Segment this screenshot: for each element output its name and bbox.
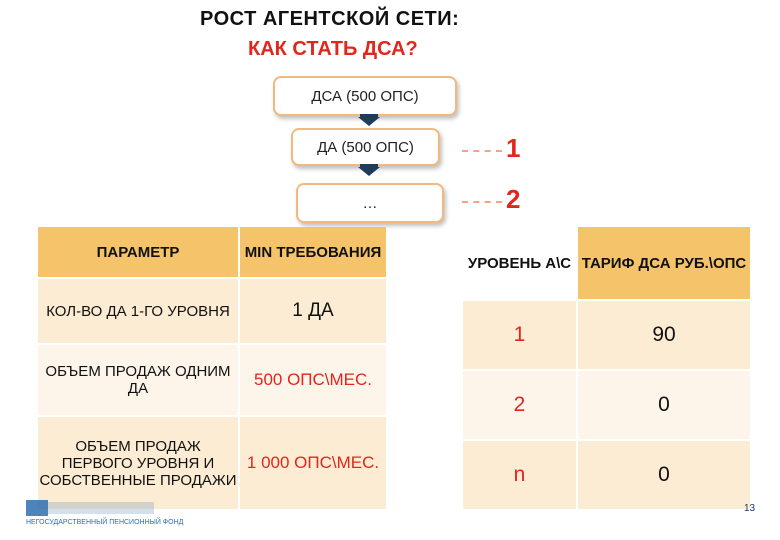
page-number: 13 [744, 503, 756, 514]
table-row [463, 441, 750, 509]
level-1-dash [462, 150, 502, 152]
table-cell: 2 [463, 371, 576, 439]
dsa-box-label: ДСА (500 ОПС) [311, 87, 419, 105]
table-cell: 1 [463, 301, 576, 369]
table-row [38, 279, 386, 343]
ellipsis-box [296, 183, 444, 223]
table-row [463, 371, 750, 439]
logo-icon [26, 498, 156, 518]
table-header-row [38, 227, 386, 277]
page-subtitle: КАК СТАТЬ ДСА? [248, 38, 418, 60]
table-header: ПАРАМЕТР [38, 227, 238, 277]
table-row [463, 301, 750, 369]
level-2-label: 2 [506, 184, 521, 214]
table-cell: 90 [576, 301, 750, 369]
dsa-box [273, 76, 457, 116]
tariff-table [463, 225, 750, 511]
page-title: РОСТ АГЕНТСКОЙ СЕТИ: [200, 8, 460, 30]
table-cell: 1 000 ОПС\МЕС. [238, 417, 386, 509]
table-cell: 500 ОПС\МЕС. [238, 345, 386, 415]
table-row [38, 417, 386, 509]
level-1-label: 1 [506, 133, 521, 163]
table-cell: КОЛ-ВО ДА 1-ГО УРОВНЯ [38, 279, 238, 343]
table-cell: 0 [576, 441, 750, 509]
ellipsis-box-label: … [362, 194, 378, 212]
table-cell: ОБЪЕМ ПРОДАЖ ПЕРВОГО УРОВНЯ И СОБСТВЕННЫЕ ПРОДАЖИ [38, 417, 238, 509]
da-box-label: ДА (500 ОПС) [317, 138, 414, 156]
table-row [38, 345, 386, 415]
table-header: УРОВЕНЬ А\С [463, 227, 576, 299]
table-header-row [463, 227, 750, 299]
requirements-table [38, 225, 386, 511]
table-cell: 1 ДА [238, 279, 386, 343]
table-cell: ОБЪЕМ ПРОДАЖ ОДНИМ ДА [38, 345, 238, 415]
da-box [291, 128, 440, 166]
table-cell: n [463, 441, 576, 509]
logo-subtitle: НЕГОСУДАРСТВЕННЫЙ ПЕНСИОННЫЙ ФОНД [26, 519, 184, 526]
table-header: MIN ТРЕБОВАНИЯ [238, 227, 386, 277]
table-cell: 0 [576, 371, 750, 439]
level-2-dash [462, 201, 502, 203]
down-arrow-icon [358, 167, 380, 176]
down-arrow-icon [358, 117, 380, 126]
table-header: ТАРИФ ДСА РУБ.\ОПС [576, 227, 750, 299]
